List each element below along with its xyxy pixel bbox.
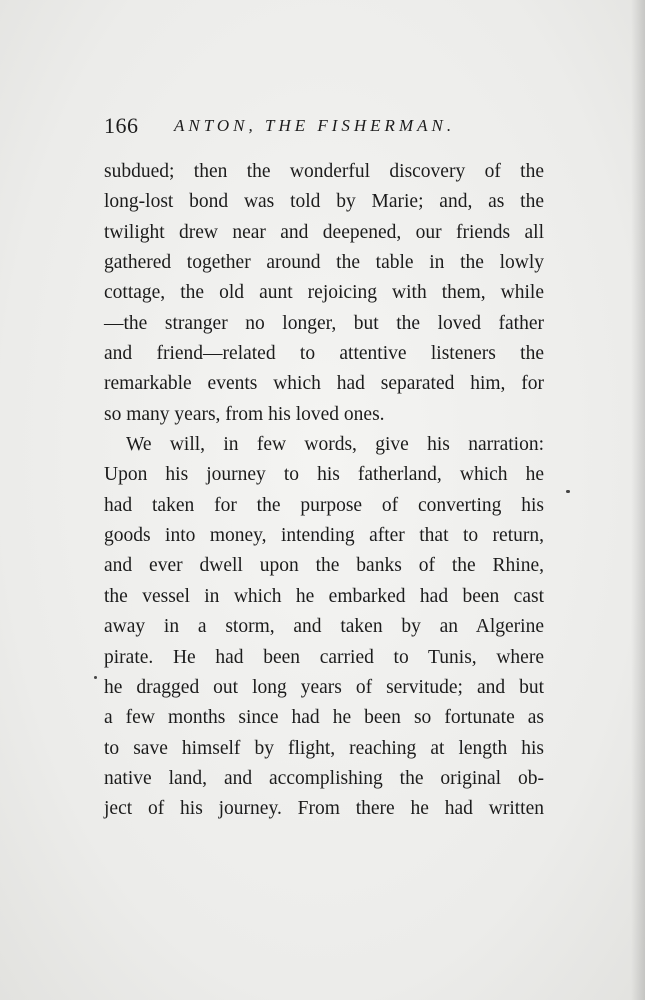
text-line: ject of his journey. From there he had written: [104, 798, 544, 820]
body-text: [104, 157, 544, 825]
text-line: away in a storm, and taken by an Algerine: [104, 616, 544, 638]
text-line: long-lost bond was told by Marie; and, as the: [104, 191, 544, 213]
text-line: pirate. He had been carried to Tunis, where: [104, 646, 544, 668]
text-line: and friend—related to attentive listeners the: [104, 343, 544, 365]
text-line: he dragged out long years of servitude; and but: [104, 676, 544, 698]
text-line: cottage, the old aunt rejoicing with them, while: [104, 282, 544, 304]
text-line: Upon his journey to his fatherland, which he: [104, 464, 544, 486]
text-line: so many years, from his loved ones.: [104, 403, 385, 425]
ink-speck: [94, 676, 97, 679]
text-line: the vessel in which he embarked had been cast: [104, 585, 544, 607]
page-header: [104, 113, 544, 147]
text-line: gathered together around the table in the lowly: [104, 252, 544, 274]
page-edge-shadow: [631, 0, 645, 1000]
text-line: native land, and accomplishing the original ob-: [104, 767, 544, 789]
text-line: to save himself by flight, reaching at length his: [104, 737, 544, 759]
text-line: —the stranger no longer, but the loved father: [104, 312, 544, 334]
text-line: had taken for the purpose of converting his: [104, 494, 544, 516]
text-line: subdued; then the wonderful discovery of the: [104, 161, 544, 182]
text-line: twilight drew near and deepened, our friends all: [104, 221, 544, 243]
page-number: 166: [104, 113, 139, 138]
text-line: remarkable events which had separated him, for: [104, 373, 544, 395]
text-line: We will, in few words, give his narration:: [126, 434, 544, 456]
paragraph-2: [104, 430, 544, 824]
ink-speck: [566, 490, 570, 493]
text-line: a few months since had he been so fortunate as: [104, 707, 544, 729]
running-title: ANTON, THE FISHERMAN.: [174, 116, 456, 135]
paragraph-1: [104, 157, 544, 430]
text-line: and ever dwell upon the banks of the Rhine,: [104, 555, 544, 577]
text-line: goods into money, intending after that to return,: [104, 525, 544, 547]
